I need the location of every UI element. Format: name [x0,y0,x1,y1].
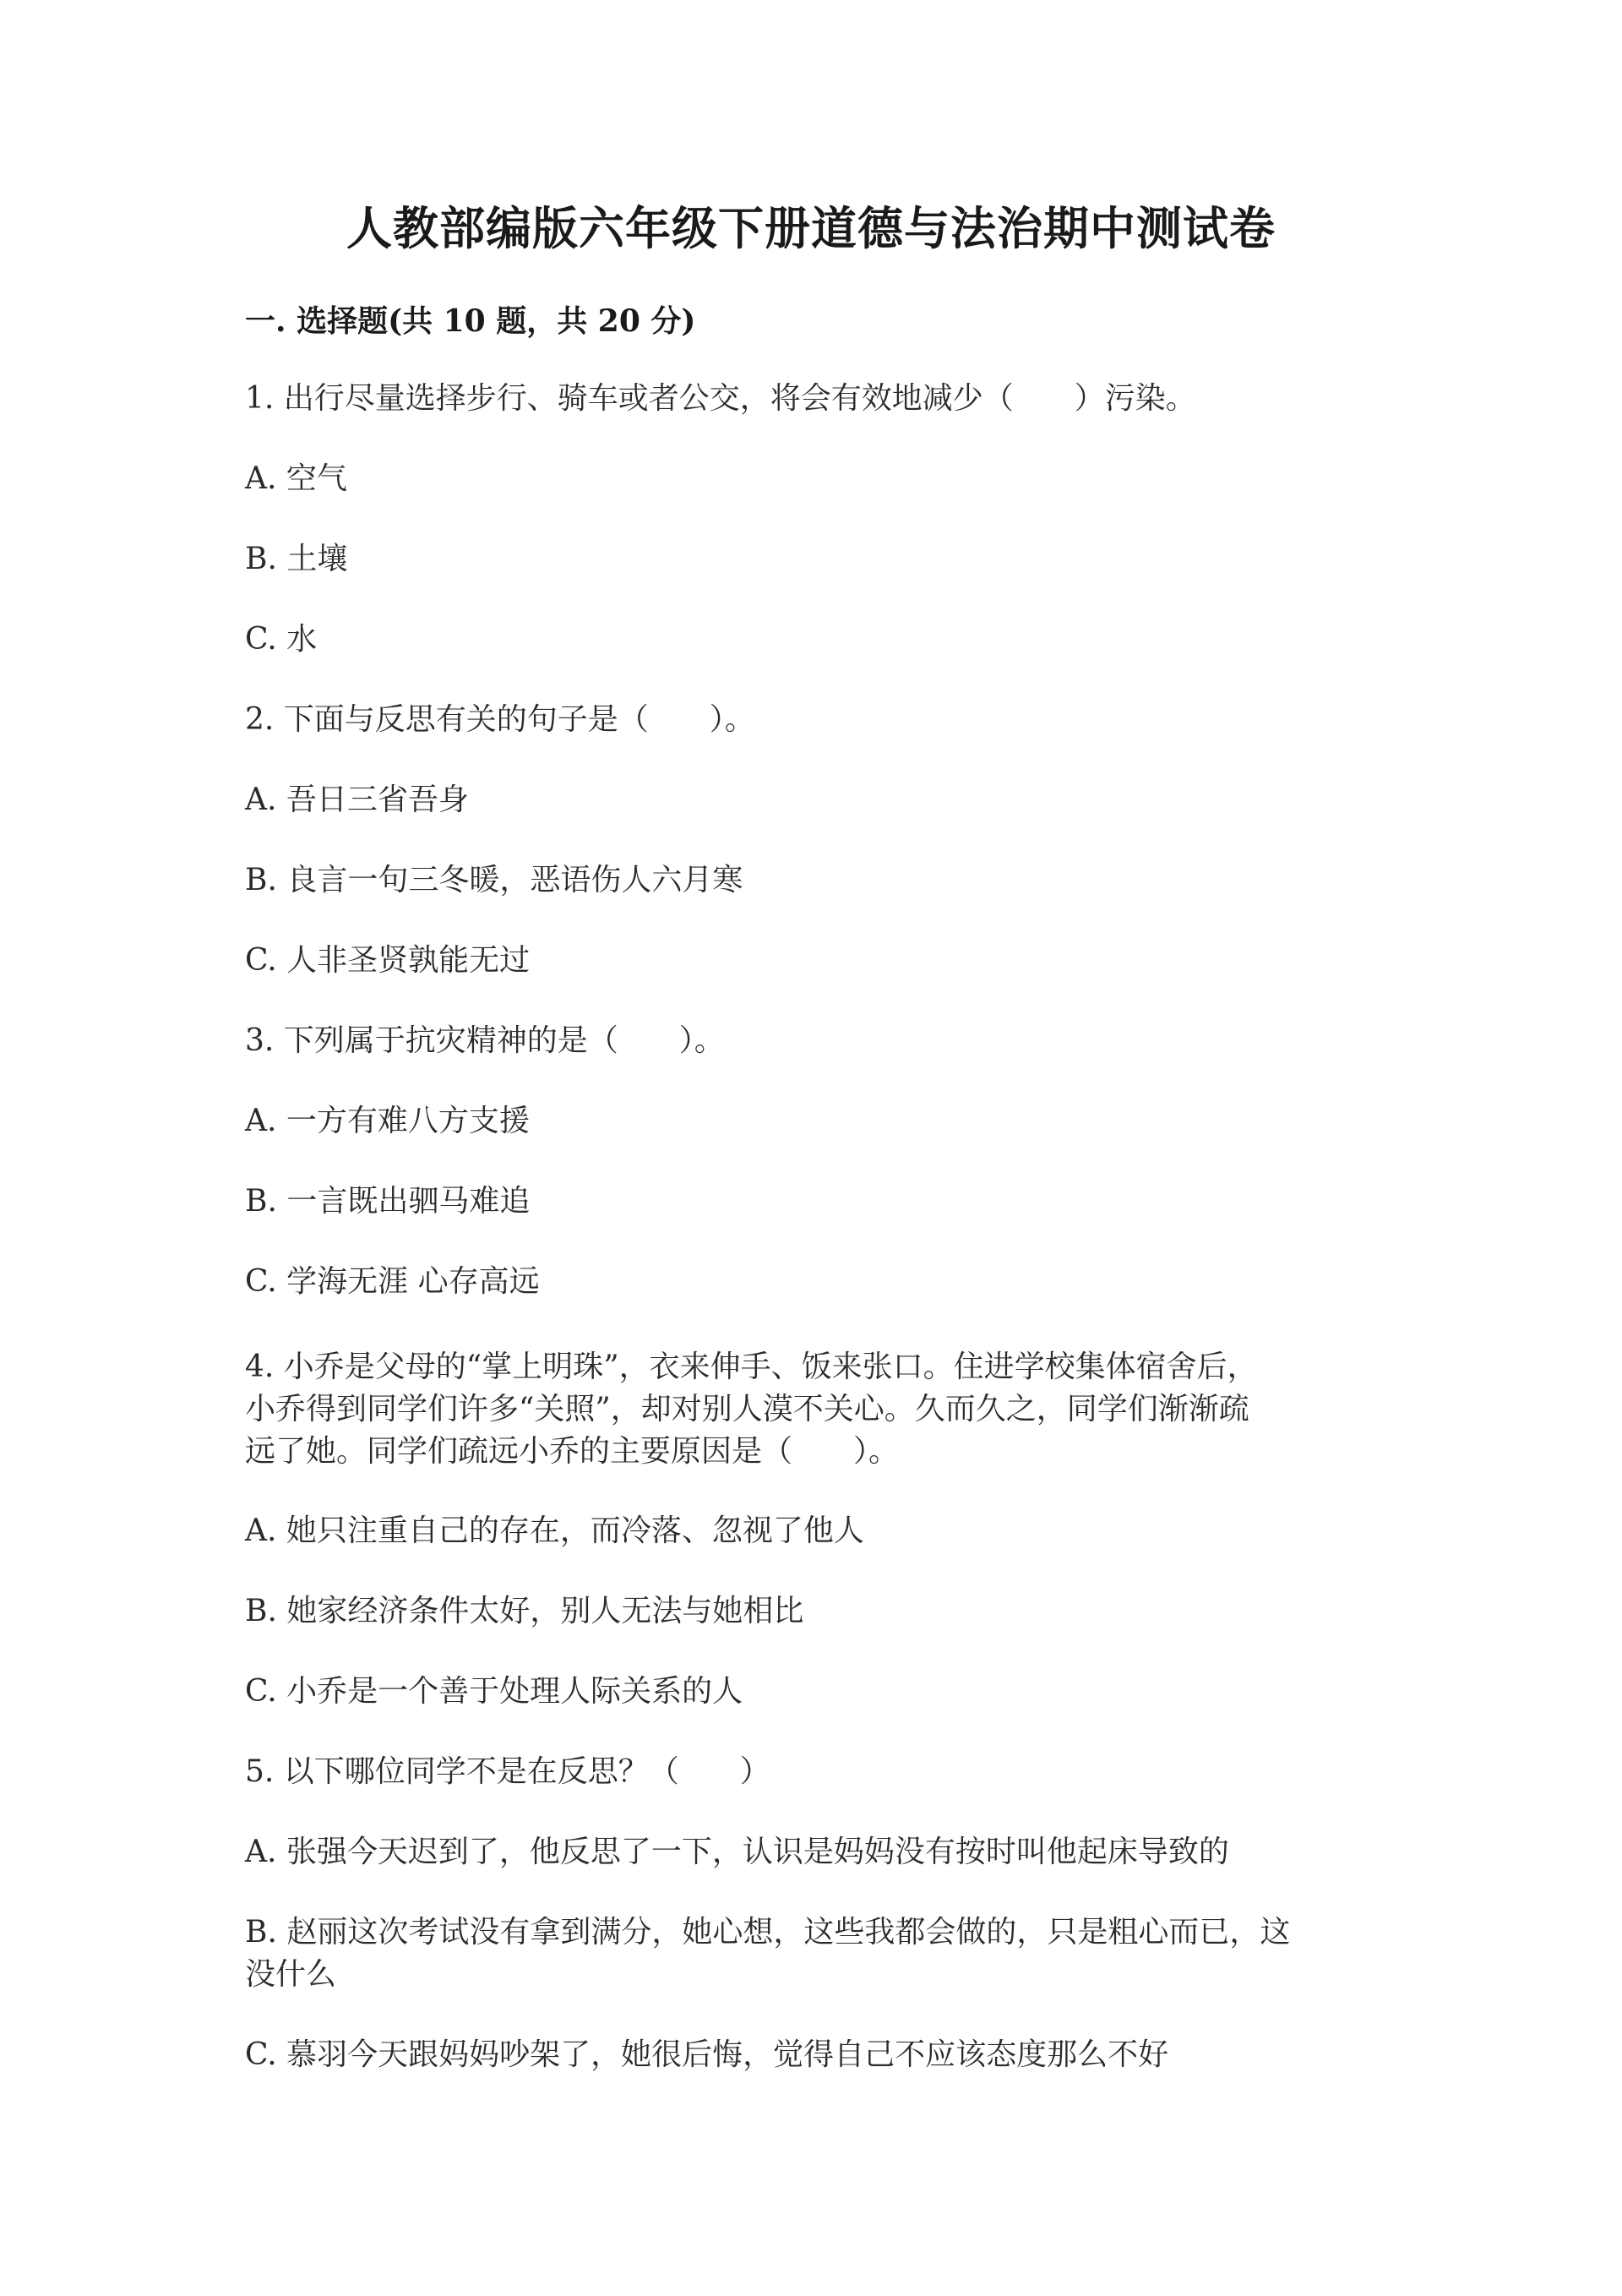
question-2-option-c: C. 人非圣贤孰能无过 [245,943,531,978]
question-3-stem: 3. 下列属于抗灾精神的是（ ）。 [245,1023,725,1058]
question-4-option-c: C. 小乔是一个善于处理人际关系的人 [245,1674,743,1709]
question-4-stem-line-2: 小乔得到同学们许多“关照”，却对别人漠不关心。久而久之，同学们渐渐疏 [245,1392,1249,1426]
question-1-option-a: A. 空气 [245,461,347,496]
question-5-option-c: C. 慕羽今天跟妈妈吵架了，她很后悔，觉得自己不应该态度那么不好 [245,2037,1169,2072]
question-5-option-b-line-2: 没什么 [245,1957,337,1992]
question-3-option-b: B. 一言既出驷马难追 [245,1184,531,1219]
question-4-option-a: A. 她只注重自己的存在，而冷落、忽视了他人 [245,1513,864,1548]
question-5-option-b-line-1: B. 赵丽这次考试没有拿到满分，她心想，这些我都会做的，只是粗心而已，这 [245,1915,1291,1950]
question-1-option-c: C. 水 [245,622,318,657]
question-1-option-b: B. 土壤 [245,542,348,576]
question-5-stem: 5. 以下哪位同学不是在反思？（ ） [245,1754,770,1789]
question-4-stem-line-3: 远了她。同学们疏远小乔的主要原因是（ ）。 [245,1434,900,1469]
question-1-stem: 1. 出行尽量选择步行、骑车或者公交，将会有效地减少（ ）污染。 [245,381,1196,416]
question-4-option-b: B. 她家经济条件太好，别人无法与她相比 [245,1594,804,1628]
question-3-option-a: A. 一方有难八方支援 [245,1104,530,1138]
question-5-option-a: A. 张强今天迟到了，他反思了一下，认识是妈妈没有按时叫他起床导致的 [245,1835,1229,1869]
question-4-stem-line-1: 4. 小乔是父母的“掌上明珠”，衣来伸手、饭来张口。住进学校集体宿舍后， [245,1350,1258,1384]
exam-title: 人教部编版六年级下册道德与法治期中测试卷 [346,201,1276,255]
section-heading: 一. 选择题(共 10 题，共 20 分) [245,303,696,339]
question-2-stem: 2. 下面与反思有关的句子是（ ）。 [245,702,755,737]
question-3-option-c: C. 学海无涯 心存高远 [245,1264,540,1299]
question-2-option-a: A. 吾日三省吾身 [245,783,469,817]
question-2-option-b: B. 良言一句三冬暖，恶语伤人六月寒 [245,863,743,897]
